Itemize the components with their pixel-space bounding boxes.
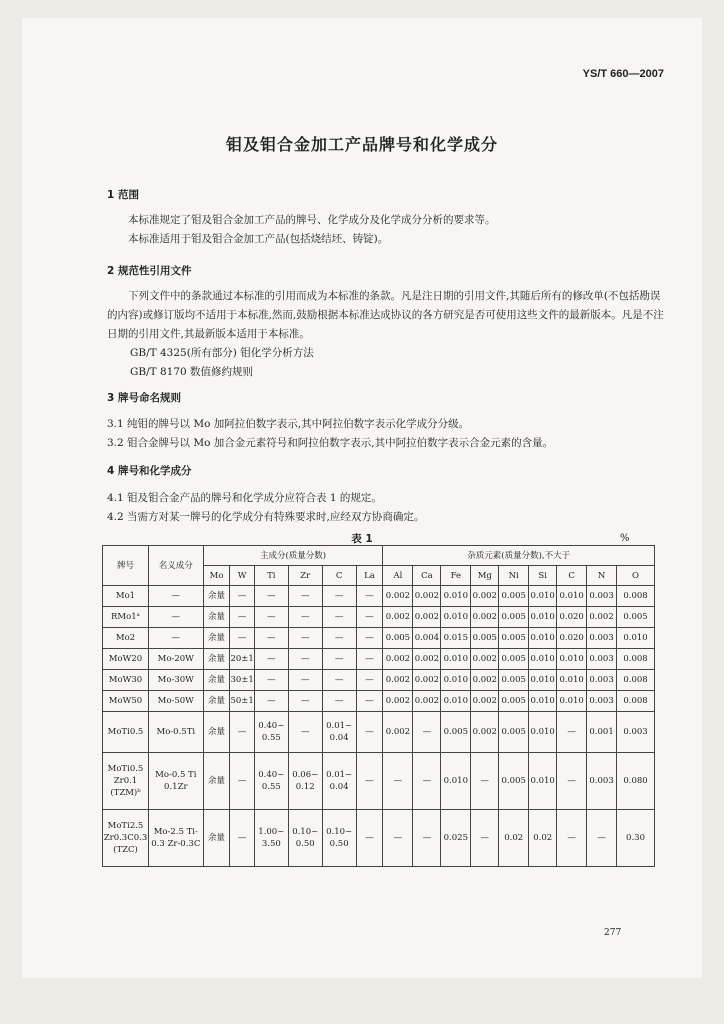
- table-cell: —: [322, 691, 356, 712]
- table-cell: 0.002: [471, 586, 499, 607]
- table-cell: —: [254, 607, 288, 628]
- table-cell: MoTi0.5: [103, 712, 149, 753]
- table-cell: 0.010: [441, 607, 471, 628]
- table-cell: —: [254, 628, 288, 649]
- table-cell: —: [254, 649, 288, 670]
- table-cell: —: [557, 810, 587, 867]
- table-cell: 50±1: [230, 691, 254, 712]
- table-cell: 0.002: [587, 607, 617, 628]
- table-cell: 0.008: [617, 586, 655, 607]
- table-row: [103, 649, 655, 670]
- header-grade: 牌号: [103, 546, 149, 586]
- table-cell: 0.003: [587, 691, 617, 712]
- table-cell: 0.01~ 0.04: [322, 712, 356, 753]
- table-cell: 0.003: [617, 712, 655, 753]
- column-header: Mo: [203, 566, 230, 586]
- table-cell: 0.010: [441, 670, 471, 691]
- column-header: C: [557, 566, 587, 586]
- table-cell: 0.002: [471, 712, 499, 753]
- table-cell: 0.002: [383, 691, 413, 712]
- table-row: [103, 586, 655, 607]
- table-cell: MoW50: [103, 691, 149, 712]
- table-cell: 0.015: [441, 628, 471, 649]
- table-cell: 0.40~ 0.55: [254, 753, 288, 810]
- table-cell: —: [230, 607, 254, 628]
- table-cell: —: [557, 753, 587, 810]
- table-cell: —: [230, 628, 254, 649]
- table-cell: —: [356, 649, 383, 670]
- paragraph: 4.1 钼及钼合金产品的牌号和化学成分应符合表 1 的规定。: [107, 492, 382, 504]
- table-cell: 0.002: [471, 607, 499, 628]
- column-header: O: [617, 566, 655, 586]
- section-heading-composition: 4 牌号和化学成分: [107, 465, 192, 477]
- table-cell: —: [230, 712, 254, 753]
- column-header: Ti: [254, 566, 288, 586]
- table-cell: —: [383, 810, 413, 867]
- composition-table: [102, 545, 655, 867]
- column-header: Ni: [499, 566, 529, 586]
- column-header: W: [230, 566, 254, 586]
- table-cell: 0.010: [529, 753, 557, 810]
- table-cell: Mo-0.5Ti: [148, 712, 203, 753]
- table-cell: 0.002: [383, 712, 413, 753]
- table-cell: 0.30: [617, 810, 655, 867]
- table-cell: 余量: [203, 649, 230, 670]
- table-cell: 0.02: [499, 810, 529, 867]
- table-cell: 0.003: [587, 586, 617, 607]
- table-row: [103, 628, 655, 649]
- table-cell: 0.002: [471, 670, 499, 691]
- table-cell: 0.002: [471, 691, 499, 712]
- column-header: Ca: [413, 566, 441, 586]
- table-row: [103, 753, 655, 810]
- table-cell: 余量: [203, 691, 230, 712]
- table-cell: —: [322, 586, 356, 607]
- header-main-group: 主成分(质量分数): [203, 546, 383, 566]
- table-cell: —: [322, 607, 356, 628]
- table-cell: —: [230, 810, 254, 867]
- table-cell: Mo-0.5 Ti 0.1Zr: [148, 753, 203, 810]
- table-cell: —: [288, 712, 322, 753]
- table-cell: 0.01~ 0.04: [322, 753, 356, 810]
- table-cell: 0.005: [499, 753, 529, 810]
- table-cell: 0.010: [557, 649, 587, 670]
- table-cell: —: [288, 607, 322, 628]
- table-cell: 0.002: [413, 649, 441, 670]
- column-header: La: [356, 566, 383, 586]
- table-cell: 0.002: [383, 607, 413, 628]
- column-header: Zr: [288, 566, 322, 586]
- table-cell: —: [148, 628, 203, 649]
- header-nominal: 名义成分: [148, 546, 203, 586]
- column-header: C: [322, 566, 356, 586]
- table-cell: 余量: [203, 753, 230, 810]
- table-cell: 余量: [203, 607, 230, 628]
- table-cell: 0.005: [499, 607, 529, 628]
- table-cell: 0.005: [499, 691, 529, 712]
- table-cell: —: [288, 670, 322, 691]
- table-cell: Mo-2.5 Ti-0.3 Zr-0.3C: [148, 810, 203, 867]
- table-cell: —: [356, 586, 383, 607]
- paragraph: 本标准规定了钼及钼合金加工产品的牌号、化学成分及化学成分分析的要求等。: [128, 214, 496, 226]
- table-cell: 0.003: [587, 628, 617, 649]
- table-cell: 0.010: [529, 586, 557, 607]
- table-cell: —: [288, 628, 322, 649]
- paragraph: 4.2 当需方对某一牌号的化学成分有特殊要求时,应经双方协商确定。: [107, 511, 425, 523]
- page-title: 钼及钼合金加工产品牌号和化学成分: [225, 135, 498, 154]
- table-cell: MoTi2.5 Zr0.3C0.3 (TZC): [103, 810, 149, 867]
- table-cell: 0.010: [557, 586, 587, 607]
- table-cell: —: [356, 607, 383, 628]
- section-heading-scope: 1 范围: [107, 189, 139, 201]
- table-unit: %: [620, 533, 630, 544]
- table-cell: 0.005: [471, 628, 499, 649]
- table-cell: 余量: [203, 586, 230, 607]
- table-cell: —: [557, 712, 587, 753]
- standard-code: YS/T 660—2007: [582, 68, 664, 80]
- table-cell: 1.00~ 3.50: [254, 810, 288, 867]
- column-header: Al: [383, 566, 413, 586]
- table-row: [103, 691, 655, 712]
- table-cell: 余量: [203, 712, 230, 753]
- page-number: 277: [604, 928, 622, 938]
- table-cell: 0.010: [529, 691, 557, 712]
- table-cell: —: [254, 670, 288, 691]
- table-cell: 0.010: [441, 691, 471, 712]
- table-caption: 表 1: [351, 533, 373, 545]
- table-cell: 0.005: [499, 712, 529, 753]
- table-cell: 0.008: [617, 670, 655, 691]
- table-cell: —: [288, 691, 322, 712]
- table-row: [103, 712, 655, 753]
- table-cell: 0.005: [499, 670, 529, 691]
- table-cell: 余量: [203, 670, 230, 691]
- table-cell: 0.003: [587, 649, 617, 670]
- table-cell: 0.010: [529, 628, 557, 649]
- table-cell: 0.003: [587, 753, 617, 810]
- table-cell: —: [356, 753, 383, 810]
- table-cell: —: [383, 753, 413, 810]
- table-cell: —: [254, 691, 288, 712]
- table-cell: 0.025: [441, 810, 471, 867]
- table-cell: 0.008: [617, 691, 655, 712]
- table-cell: 0.020: [557, 628, 587, 649]
- table-cell: Mo-50W: [148, 691, 203, 712]
- table-cell: —: [413, 753, 441, 810]
- table-cell: 0.010: [441, 753, 471, 810]
- table-cell: —: [322, 628, 356, 649]
- table-cell: —: [471, 753, 499, 810]
- table-cell: 20±1: [230, 649, 254, 670]
- table-cell: Mo-30W: [148, 670, 203, 691]
- table-cell: —: [413, 712, 441, 753]
- table-cell: 0.005: [499, 586, 529, 607]
- table-cell: —: [413, 810, 441, 867]
- table-cell: 0.001: [587, 712, 617, 753]
- table-cell: 0.40~ 0.55: [254, 712, 288, 753]
- table-cell: 30±1: [230, 670, 254, 691]
- paragraph: 下列文件中的条款通过本标准的引用而成为本标准的条款。凡是注日期的引用文件,其随后所有的修改单(不包括勘误的内容)或修订版均不适用于本标准,然而,鼓励根据本标准达成协议的各方研究是否可使用这些文件的最新版本。凡是不注日期的引用文件,其最新版本适用于本标准。: [107, 290, 664, 340]
- table-cell: Mo-20W: [148, 649, 203, 670]
- table-cell: 0.005: [617, 607, 655, 628]
- column-header: Fe: [441, 566, 471, 586]
- table-cell: 0.005: [441, 712, 471, 753]
- table-cell: 0.002: [413, 670, 441, 691]
- table-cell: 0.004: [413, 628, 441, 649]
- column-header: Si: [529, 566, 557, 586]
- table-cell: 0.002: [383, 670, 413, 691]
- table-cell: —: [148, 607, 203, 628]
- table-row: [103, 810, 655, 867]
- table-cell: 0.010: [529, 712, 557, 753]
- table-row: [103, 670, 655, 691]
- table-cell: 余量: [203, 628, 230, 649]
- column-header: Mg: [471, 566, 499, 586]
- table-cell: 0.010: [557, 670, 587, 691]
- header-impurity-group: 杂质元素(质量分数),不大于: [383, 546, 655, 566]
- table-cell: 0.005: [383, 628, 413, 649]
- table-cell: —: [230, 753, 254, 810]
- table-cell: —: [356, 628, 383, 649]
- table-cell: —: [322, 649, 356, 670]
- table-cell: 0.002: [471, 649, 499, 670]
- table-cell: 0.10~ 0.50: [322, 810, 356, 867]
- table-cell: RMo1ᵃ: [103, 607, 149, 628]
- table-cell: MoW30: [103, 670, 149, 691]
- table-cell: 0.080: [617, 753, 655, 810]
- table-cell: 0.010: [441, 649, 471, 670]
- table-cell: —: [356, 670, 383, 691]
- table-cell: —: [471, 810, 499, 867]
- column-header: N: [587, 566, 617, 586]
- table-cell: —: [230, 586, 254, 607]
- table-cell: 0.010: [529, 649, 557, 670]
- table-cell: —: [322, 670, 356, 691]
- table-cell: 0.002: [413, 607, 441, 628]
- table-cell: 0.02: [529, 810, 557, 867]
- table-cell: 0.010: [441, 586, 471, 607]
- table-cell: —: [288, 586, 322, 607]
- table-row: [103, 607, 655, 628]
- table-cell: —: [356, 810, 383, 867]
- table-cell: —: [356, 712, 383, 753]
- table-cell: 0.06~ 0.12: [288, 753, 322, 810]
- table-cell: MoTi0.5 Zr0.1 (TZM)ᵇ: [103, 753, 149, 810]
- table-cell: 余量: [203, 810, 230, 867]
- table-cell: 0.002: [383, 649, 413, 670]
- table-cell: 0.010: [557, 691, 587, 712]
- table-cell: 0.005: [499, 649, 529, 670]
- paragraph: 3.2 钼合金牌号以 Mo 加合金元素符号和阿拉伯数字表示,其中阿拉伯数字表示合金元素的含量。: [107, 437, 554, 449]
- table-cell: 0.10~ 0.50: [288, 810, 322, 867]
- table-cell: Mo1: [103, 586, 149, 607]
- table-cell: MoW20: [103, 649, 149, 670]
- table-cell: —: [148, 586, 203, 607]
- table-cell: 0.010: [617, 628, 655, 649]
- table-cell: 0.005: [499, 628, 529, 649]
- table-cell: 0.003: [587, 670, 617, 691]
- paragraph: 3.1 纯钼的牌号以 Mo 加阿拉伯数字表示,其中阿拉伯数字表示化学成分分级。: [107, 418, 470, 430]
- table-cell: Mo2: [103, 628, 149, 649]
- table-cell: 0.002: [413, 586, 441, 607]
- table-cell: 0.020: [557, 607, 587, 628]
- table-cell: —: [587, 810, 617, 867]
- section-heading-references: 2 规范性引用文件: [107, 265, 192, 277]
- section-heading-naming: 3 牌号命名规则: [107, 392, 181, 404]
- reference-item: GB/T 8170 数值修约规则: [130, 366, 254, 378]
- paragraph: 本标准适用于钼及钼合金加工产品(包括烧结坯、铸锭)。: [128, 233, 389, 245]
- reference-item: GB/T 4325(所有部分) 钼化学分析方法: [130, 347, 314, 359]
- table-cell: 0.002: [413, 691, 441, 712]
- table-cell: 0.008: [617, 649, 655, 670]
- table-cell: —: [288, 649, 322, 670]
- table-cell: —: [356, 691, 383, 712]
- table-cell: —: [254, 586, 288, 607]
- table-cell: 0.002: [383, 586, 413, 607]
- table-cell: 0.010: [529, 607, 557, 628]
- table-cell: 0.010: [529, 670, 557, 691]
